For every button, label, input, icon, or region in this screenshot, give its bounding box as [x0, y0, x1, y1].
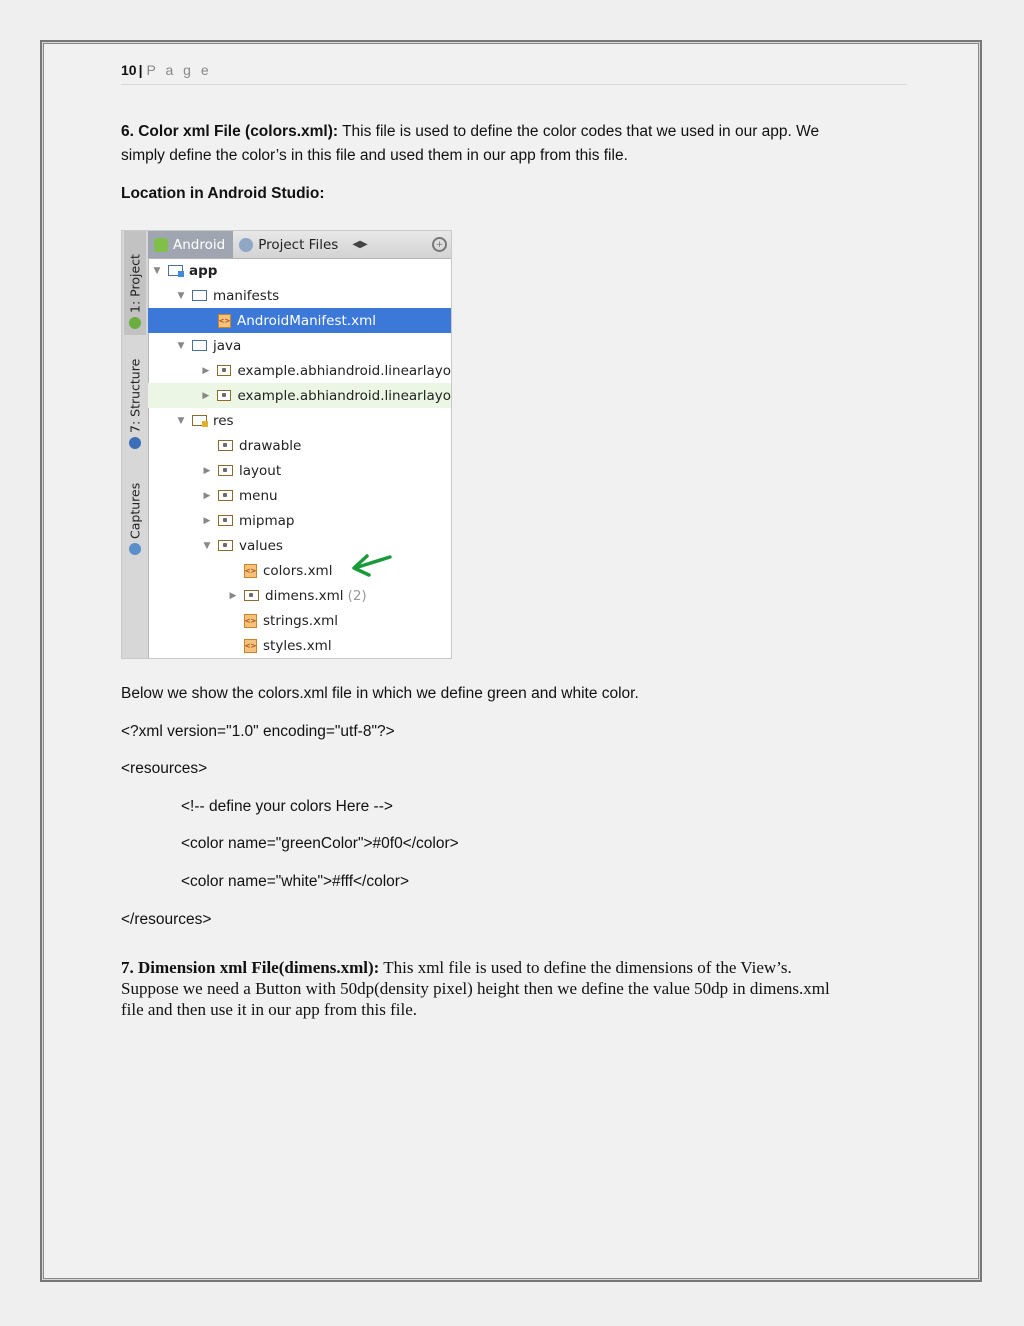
structure-icon: [129, 437, 141, 449]
collapsed-arrow-icon[interactable]: ▶: [203, 490, 211, 501]
page-label: P a g e: [146, 62, 212, 78]
folder-icon: [192, 290, 207, 301]
header-separator: |: [138, 62, 143, 78]
tree-item[interactable]: [148, 608, 451, 633]
expanded-arrow-icon[interactable]: ▼: [177, 340, 185, 351]
tree-item-label: mipmap: [239, 512, 295, 529]
package-folder-icon: [218, 490, 233, 501]
package-folder-icon: [218, 465, 233, 476]
tree-item[interactable]: [148, 308, 451, 333]
section7-paragraph: [121, 957, 911, 1020]
collapsed-arrow-icon[interactable]: ▶: [203, 515, 211, 526]
tree-item[interactable]: [148, 558, 451, 583]
tree-item[interactable]: [148, 633, 451, 658]
code-line-xml-declaration: <?xml version="1.0" encoding="utf-8"?>: [121, 723, 395, 740]
tree-item-label: colors.xml: [263, 562, 333, 579]
code-line-resources-open: <resources>: [121, 760, 208, 777]
tree-item[interactable]: [148, 383, 451, 408]
code-line-resources-close: </resources>: [121, 911, 212, 928]
tree-item[interactable]: [148, 508, 451, 533]
tree-item-label: dimens.xml: [265, 587, 344, 604]
tree-item-label: styles.xml: [263, 637, 332, 654]
tab-scroll-arrows-icon[interactable]: ◀▶: [352, 239, 368, 250]
android-icon: [129, 317, 141, 329]
project-view-tabs: [148, 231, 451, 259]
tree-item-label: example.abhiandroid.linearlayo: [237, 387, 451, 404]
module-folder-icon: [168, 265, 183, 276]
tree-item-label: values: [239, 537, 283, 554]
collapsed-arrow-icon[interactable]: ▶: [202, 365, 210, 376]
page-border: [40, 40, 982, 1282]
tab-android[interactable]: Android: [148, 231, 233, 258]
location-label: Location in Android Studio:: [121, 185, 325, 202]
tree-item-label: res: [213, 412, 234, 429]
tool-window-sidebar: [122, 231, 149, 658]
code-line-white-color: <color name="white">#fff</color>: [181, 873, 410, 890]
tree-item-label: drawable: [239, 437, 302, 454]
collapsed-arrow-icon[interactable]: ▶: [202, 390, 210, 401]
code-line-comment: <!-- define your colors Here -->: [181, 798, 393, 815]
page-header: [121, 62, 907, 85]
project-files-icon: [239, 238, 253, 252]
android-studio-project-panel: [121, 230, 452, 659]
folder-icon: [192, 340, 207, 351]
gear-icon[interactable]: +: [432, 237, 447, 252]
tree-item-label: layout: [239, 462, 282, 479]
side-tab-captures[interactable]: Captures: [124, 467, 146, 555]
side-tab-structure[interactable]: 7: Structure: [124, 343, 146, 449]
package-folder-icon: [218, 440, 233, 451]
xml-file-icon: <>: [218, 314, 231, 328]
tree-item[interactable]: [148, 433, 451, 458]
package-folder-icon: [244, 590, 259, 601]
tree-item-label: app: [189, 262, 218, 279]
section7-body-line3: file and then use it in our app from this file.: [121, 1000, 418, 1019]
section7-title: 7. Dimension xml File(dimens.xml):: [121, 958, 380, 977]
section6-title: 6. Color xml File (colors.xml):: [121, 123, 339, 140]
side-tab-project[interactable]: 1: Project: [124, 231, 146, 335]
expanded-arrow-icon[interactable]: ▼: [177, 290, 185, 301]
section6-paragraph: [121, 120, 819, 168]
tree-item-label: example.abhiandroid.linearlayo: [237, 362, 451, 379]
green-arrow-icon: [350, 552, 394, 578]
tree-item[interactable]: [148, 583, 451, 608]
tree-item[interactable]: [148, 533, 451, 558]
tree-item-count: (2): [347, 587, 367, 604]
expanded-arrow-icon[interactable]: ▼: [177, 415, 185, 426]
android-icon: [154, 238, 168, 252]
section6-body-line2: simply define the color’s in this file and used them in our app from this file.: [121, 147, 628, 164]
res-folder-icon: [192, 415, 207, 426]
page-number: 10: [121, 62, 137, 78]
section7-body-line2: Suppose we need a Button with 50dp(density pixel) height then we define the value 50dp in dimens.xml: [121, 979, 830, 998]
tree-item-label: manifests: [213, 287, 280, 304]
tree-item[interactable]: [148, 358, 451, 383]
expanded-arrow-icon[interactable]: ▼: [203, 540, 211, 551]
captures-icon: [129, 543, 141, 555]
project-tree: [148, 258, 451, 658]
tab-project-files[interactable]: Project Files: [233, 231, 346, 258]
tree-item-label: menu: [239, 487, 278, 504]
tree-item[interactable]: [148, 333, 451, 358]
code-line-green-color: <color name="greenColor">#0f0</color>: [181, 835, 459, 852]
package-folder-icon: [218, 515, 233, 526]
package-folder-icon: [218, 540, 233, 551]
tree-item[interactable]: [148, 258, 451, 283]
section7-body-line1: This xml file is used to define the dimensions of the View’s.: [379, 958, 792, 977]
section6-body-line1: This file is used to define the color codes that we used in our app. We: [338, 123, 820, 140]
xml-file-icon: <>: [244, 564, 257, 578]
package-folder-icon: [217, 390, 232, 401]
tree-item[interactable]: [148, 283, 451, 308]
tree-item[interactable]: [148, 408, 451, 433]
xml-file-icon: <>: [244, 614, 257, 628]
tree-item-label: java: [213, 337, 242, 354]
collapsed-arrow-icon[interactable]: ▶: [203, 465, 211, 476]
tree-item[interactable]: [148, 458, 451, 483]
collapsed-arrow-icon[interactable]: ▶: [229, 590, 237, 601]
xml-file-icon: <>: [244, 639, 257, 653]
expanded-arrow-icon[interactable]: ▼: [153, 265, 161, 276]
tree-item-label: strings.xml: [263, 612, 338, 629]
package-folder-icon: [217, 365, 232, 376]
tree-item-label: AndroidManifest.xml: [237, 312, 376, 329]
below-text: Below we show the colors.xml file in which we define green and white color.: [121, 685, 639, 702]
tree-item[interactable]: [148, 483, 451, 508]
